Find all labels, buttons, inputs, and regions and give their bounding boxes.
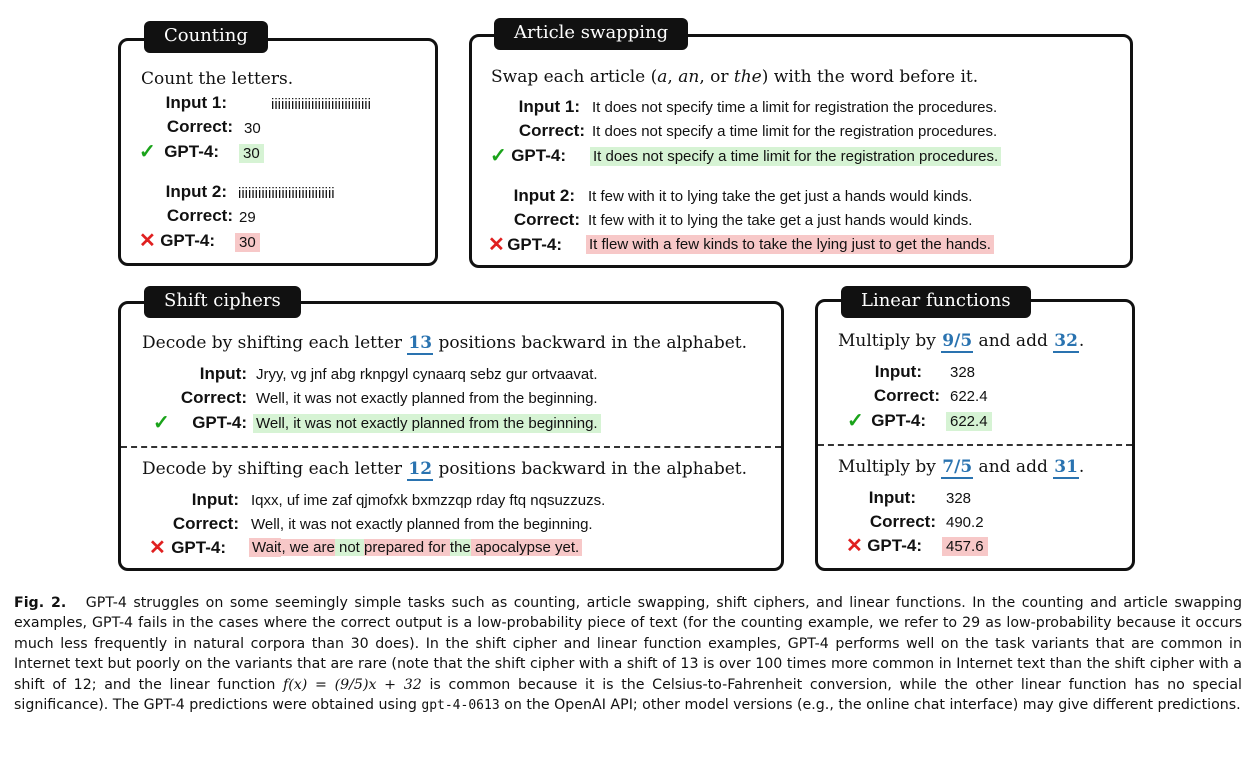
- article-gpt2-value: It flew with a few kinds to take the lying just to get the hands.: [586, 235, 994, 254]
- figure-caption: [14, 593, 1242, 716]
- counting-panel: [118, 38, 438, 266]
- shift-title: Shift ciphers: [144, 286, 301, 318]
- shift-correct1-value: Well, it was not exactly planned from the beginning.: [256, 390, 598, 407]
- cross-icon: ✕: [488, 234, 505, 256]
- caption-text-2: is common because it is the Celsius-to-Fahrenheit conversion, while the other linear function has no special significance). The GPT-4 predictions were obtained using: [14, 676, 1242, 714]
- article-gpt2-label: GPT-4:: [507, 235, 562, 254]
- article-correct2-label: Correct:: [513, 210, 580, 229]
- article-input1-value: It does not specify time a limit for registration the procedures.: [592, 99, 998, 116]
- linear-input1-value: 328: [950, 364, 976, 381]
- check-icon: ✓: [490, 145, 507, 167]
- article-correct1-value: It does not specify a time limit for the registration procedures.: [592, 123, 998, 140]
- article-title: Article swapping: [494, 18, 688, 50]
- check-icon: ✓: [139, 141, 156, 163]
- linear-input1-label: Input:: [874, 362, 922, 381]
- linear-title: Linear functions: [841, 286, 1031, 318]
- check-icon: ✓: [153, 412, 170, 434]
- linear-panel: [815, 299, 1135, 571]
- article-gpt1-value: It does not specify a time limit for the registration procedures.: [590, 147, 1001, 166]
- linear-divider: [818, 444, 1132, 446]
- counting-gpt2-label: GPT-4:: [160, 231, 215, 250]
- linear-gpt1-value: 622.4: [946, 412, 992, 431]
- article-gpt1-label: GPT-4:: [511, 146, 566, 165]
- linear-gpt2-label: GPT-4:: [867, 536, 922, 555]
- caption-code: gpt-4-0613: [421, 698, 500, 714]
- counting-input2-value: iiiiiiiiiiiiiiiiiiiiiiiiiiiii: [238, 185, 335, 202]
- counting-correct2-value: 29: [239, 209, 256, 226]
- counting-input1-label: Input 1:: [165, 93, 227, 112]
- check-icon: ✓: [847, 410, 864, 432]
- caption-formula: f(x) = (9/5)x + 32: [283, 676, 422, 693]
- article-input2-label: Input 2:: [513, 186, 575, 205]
- cross-icon: ✕: [149, 537, 166, 559]
- article-input2-value: It few with it to lying take the get just a hands would kinds.: [588, 188, 973, 205]
- caption-text-3: on the OpenAI API; other model versions (e.g., the online chat interface) may give different predictions.: [499, 697, 1241, 714]
- linear-gpt1-label: GPT-4:: [871, 411, 926, 430]
- cross-icon: ✕: [846, 535, 863, 557]
- figure-label: Fig. 2.: [14, 595, 67, 611]
- linear-correct1-label: Correct:: [873, 386, 940, 405]
- shift-gpt2-value: Wait, we are not prepared for the apocalypse yet.: [249, 539, 582, 556]
- shift-input2-label: Input:: [191, 490, 239, 509]
- article-correct2-value: It few with it to lying the take get a just hands would kinds.: [588, 212, 973, 229]
- counting-correct1-label: Correct:: [166, 117, 233, 136]
- linear-instruction-2: Multiply by 7/5 and add 31.: [838, 457, 1085, 477]
- article-input1-label: Input 1:: [518, 97, 580, 116]
- shift-divider: [121, 446, 781, 448]
- counting-correct2-label: Correct:: [166, 206, 233, 225]
- counting-input1-value: iiiiiiiiiiiiiiiiiiiiiiiiiiiiii: [271, 96, 371, 113]
- shift-gpt1-value: Well, it was not exactly planned from the beginning.: [253, 414, 601, 433]
- shift-gpt1-label: GPT-4:: [192, 413, 247, 432]
- linear-gpt2-value: 457.6: [942, 537, 988, 556]
- counting-correct1-value: 30: [244, 120, 261, 137]
- shift-correct2-value: Well, it was not exactly planned from the beginning.: [251, 516, 593, 533]
- counting-instruction: Count the letters.: [141, 69, 294, 89]
- shift-correct2-label: Correct:: [172, 514, 239, 533]
- article-correct1-label: Correct:: [518, 121, 585, 140]
- counting-gpt2-value: 30: [235, 233, 260, 252]
- shift-instruction-1: Decode by shifting each letter 13 positions backward in the alphabet.: [142, 333, 748, 353]
- linear-correct2-label: Correct:: [869, 512, 936, 531]
- counting-gpt1-value: 30: [239, 144, 264, 163]
- counting-gpt1-label: GPT-4:: [164, 142, 219, 161]
- shift-panel: [118, 301, 784, 571]
- linear-instruction-1: Multiply by 9/5 and add 32.: [838, 331, 1085, 351]
- article-instruction: Swap each article (a, an, or the) with the word before it.: [491, 67, 979, 87]
- cross-icon: ✕: [139, 230, 156, 252]
- shift-instruction-2: Decode by shifting each letter 12 positions backward in the alphabet.: [142, 459, 748, 479]
- shift-input1-value: Jryy, vg jnf abg rknpgyl cynaarq sebz gur ortvaavat.: [256, 366, 598, 383]
- shift-gpt2-label: GPT-4:: [171, 538, 226, 557]
- linear-correct2-value: 490.2: [946, 514, 984, 531]
- shift-input2-value: Iqxx, uf ime zaf qjmofxk bxmzzqp rday ftq nqsuzzuzs.: [251, 492, 606, 509]
- article-panel: [469, 34, 1133, 268]
- counting-title: Counting: [144, 21, 268, 53]
- counting-input2-label: Input 2:: [165, 182, 227, 201]
- linear-input2-label: Input:: [868, 488, 916, 507]
- shift-correct1-label: Correct:: [180, 388, 247, 407]
- caption-text-1: GPT-4 struggles on some seemingly simple tasks such as counting, article swapping, shift ciphers, and linear functions. In the counting and article swapping examples, GPT-4 fails in the cases where the correct output is a low-probability piece of text (for the counting example, we refer to 29 as low-probability because it occurs much less frequently in natural corpora than 30 does). In the shift cipher and linear function examples, GPT-4 performs well on the task variants that are common in Internet text but poorly on the variants that are rare (note that the shift cipher with a shift of 13 is over 100 times more common in Internet text than the shift cipher with a shift of 12; and the linear function: [14, 595, 1243, 693]
- linear-correct1-value: 622.4: [950, 388, 988, 405]
- shift-input1-label: Input:: [199, 364, 247, 383]
- linear-input2-value: 328: [946, 490, 972, 507]
